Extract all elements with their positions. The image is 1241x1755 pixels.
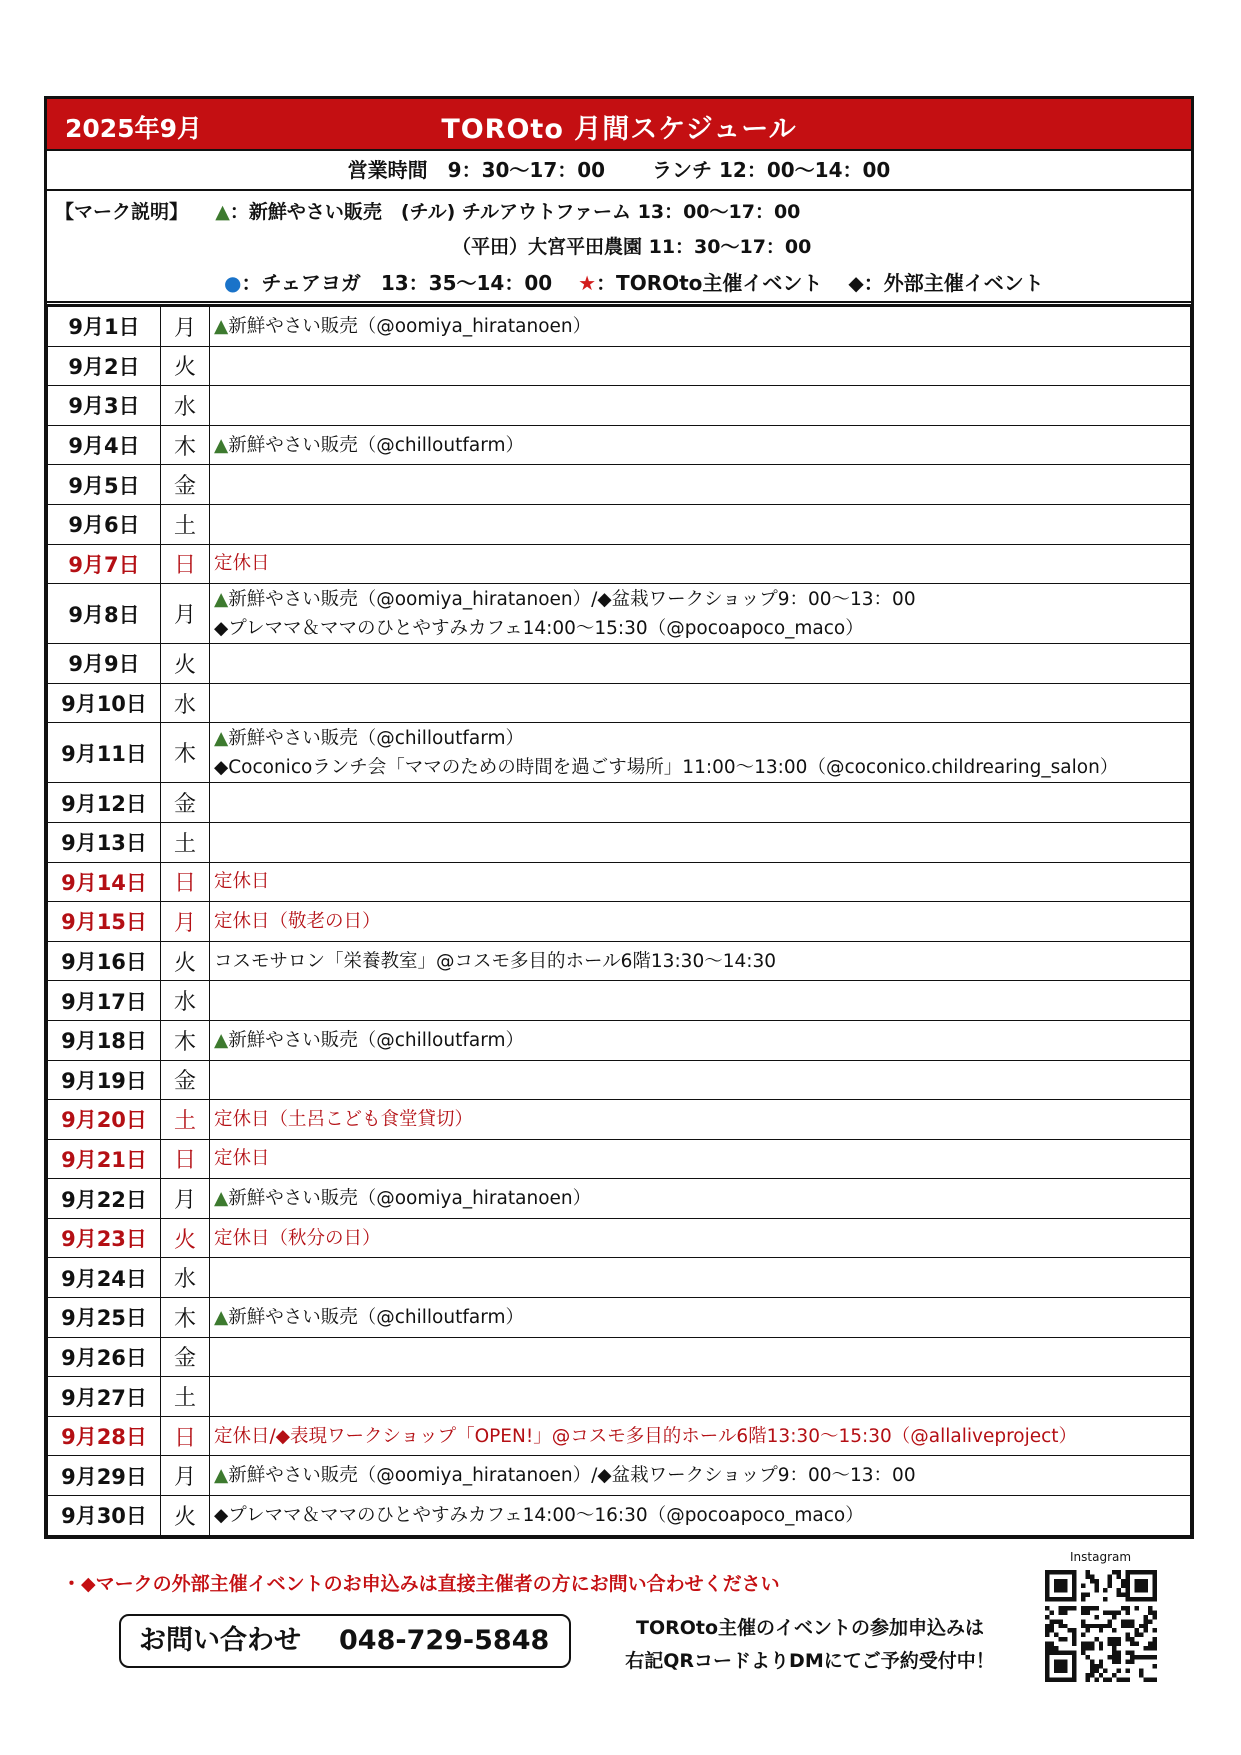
row-weekday: 水 <box>161 683 210 723</box>
schedule-sheet <box>44 96 1194 1539</box>
row-events <box>210 941 1191 981</box>
event-line: ▲新鮮やさい販売（@chilloutfarm） <box>214 434 525 456</box>
row-events <box>210 783 1191 823</box>
schedule-row <box>48 1456 1191 1496</box>
row-date: 9月25日 <box>48 1298 161 1338</box>
schedule-row <box>48 307 1191 347</box>
row-events <box>210 1179 1191 1219</box>
row-events <box>210 425 1191 465</box>
triangle-icon: ▲ <box>214 1306 229 1328</box>
event-line: 定休日/◆表現ワークショップ「OPEN!」@コスモ多目的ホール6階13:30～15:30（@allaliveproject） <box>214 1425 1078 1447</box>
row-events <box>210 584 1191 644</box>
legend-toroto-event: ：TOROto主催イベント <box>596 271 823 295</box>
event-line: ▲新鮮やさい販売（@chilloutfarm） <box>214 727 525 749</box>
row-weekday: 金 <box>161 465 210 505</box>
row-weekday: 水 <box>161 1258 210 1298</box>
mark-legend <box>47 191 1191 306</box>
contact-label: お問い合わせ <box>139 1625 301 1656</box>
schedule-row <box>48 1100 1191 1140</box>
row-date: 9月27日 <box>48 1377 161 1417</box>
schedule-row <box>48 981 1191 1021</box>
row-date: 9月13日 <box>48 822 161 862</box>
row-date: 9月8日 <box>48 584 161 644</box>
schedule-row <box>48 504 1191 544</box>
row-weekday: 月 <box>161 584 210 644</box>
row-events <box>210 902 1191 942</box>
row-events <box>210 1020 1191 1060</box>
row-weekday: 月 <box>161 902 210 942</box>
schedule-row <box>48 644 1191 684</box>
row-events <box>210 1298 1191 1338</box>
row-date: 9月29日 <box>48 1456 161 1496</box>
row-date: 9月30日 <box>48 1496 161 1536</box>
row-events <box>210 1337 1191 1377</box>
row-date: 9月17日 <box>48 981 161 1021</box>
legend-veg-sale: ：新鮮やさい販売 (チル) チルアウトファーム 13：00～17：00 <box>229 201 801 223</box>
row-weekday: 火 <box>161 644 210 684</box>
page-title: TOROto 月間スケジュール <box>441 114 797 145</box>
triangle-icon: ▲ <box>214 1029 229 1051</box>
row-weekday: 土 <box>161 1100 210 1140</box>
row-date: 9月12日 <box>48 783 161 823</box>
row-weekday: 火 <box>161 346 210 386</box>
row-events <box>210 465 1191 505</box>
row-events <box>210 644 1191 684</box>
row-date: 9月20日 <box>48 1100 161 1140</box>
schedule-row <box>48 822 1191 862</box>
contact-box <box>119 1614 571 1668</box>
row-date: 9月26日 <box>48 1337 161 1377</box>
contact-phone-number[interactable]: 048-729-5848 <box>339 1625 550 1656</box>
row-weekday: 火 <box>161 1496 210 1536</box>
row-date: 9月5日 <box>48 465 161 505</box>
schedule-row <box>48 723 1191 783</box>
diamond-icon: ◆ <box>848 271 864 295</box>
row-weekday: 日 <box>161 1139 210 1179</box>
triangle-icon: ▲ <box>214 727 229 749</box>
row-date: 9月7日 <box>48 544 161 584</box>
event-line: 定休日（敬老の日） <box>214 910 381 932</box>
row-date: 9月28日 <box>48 1416 161 1456</box>
row-weekday: 火 <box>161 941 210 981</box>
row-events <box>210 346 1191 386</box>
schedule-row <box>48 1139 1191 1179</box>
row-events <box>210 1139 1191 1179</box>
row-date: 9月9日 <box>48 644 161 684</box>
event-line: 定休日 <box>214 1148 270 1170</box>
row-date: 9月18日 <box>48 1020 161 1060</box>
row-date: 9月14日 <box>48 862 161 902</box>
row-date: 9月16日 <box>48 941 161 981</box>
legend-yoga: ：チェアヨガ 13：35～14：00 <box>241 271 553 295</box>
instagram-label: Instagram <box>1070 1550 1132 1564</box>
row-events <box>210 1100 1191 1140</box>
row-weekday: 日 <box>161 862 210 902</box>
event-line: ▲新鮮やさい販売（@oomiya_hiratanoen）/◆盆栽ワークショップ9：00～13：00 <box>214 1465 916 1487</box>
row-date: 9月11日 <box>48 723 161 783</box>
row-date: 9月15日 <box>48 902 161 942</box>
schedule-table <box>47 306 1191 1536</box>
schedule-row <box>48 584 1191 644</box>
lunch-hours-text: ランチ 12：00～14：00 <box>652 158 891 182</box>
schedule-row <box>48 1020 1191 1060</box>
triangle-icon: ▲ <box>215 201 230 223</box>
event-line: ▲新鮮やさい販売（@oomiya_hiratanoen）/◆盆栽ワークショップ9：00～13：00 <box>214 588 916 610</box>
schedule-row <box>48 1337 1191 1377</box>
row-date: 9月22日 <box>48 1179 161 1219</box>
business-hours-text: 営業時間 9：30～17：00 <box>347 158 606 182</box>
row-weekday: 月 <box>161 1179 210 1219</box>
event-line: ◆Coconicoランチ会「ママのための時間を過ごす場所」11:00～13:00（@coconico.childrearing_salon） <box>214 756 1119 778</box>
event-line: ◆プレママ＆ママのひとやすみカフェ14:00～15:30（@pocoapoco_maco） <box>214 617 864 639</box>
row-weekday: 金 <box>161 783 210 823</box>
row-events <box>210 981 1191 1021</box>
row-weekday: 日 <box>161 1416 210 1456</box>
row-weekday: 土 <box>161 504 210 544</box>
row-events <box>210 386 1191 426</box>
row-events <box>210 1496 1191 1536</box>
row-date: 9月1日 <box>48 307 161 347</box>
row-date: 9月2日 <box>48 346 161 386</box>
row-weekday: 木 <box>161 425 210 465</box>
schedule-row <box>48 1496 1191 1536</box>
row-events <box>210 504 1191 544</box>
row-date: 9月3日 <box>48 386 161 426</box>
triangle-icon: ▲ <box>214 434 229 456</box>
legend-external-event: ：外部主催イベント <box>863 271 1044 295</box>
schedule-row <box>48 683 1191 723</box>
schedule-row <box>48 862 1191 902</box>
apply-line-1: TOROto主催のイベントの参加申込みは <box>635 1617 985 1639</box>
row-weekday: 土 <box>161 822 210 862</box>
row-weekday: 水 <box>161 386 210 426</box>
event-line: ▲新鮮やさい販売（@oomiya_hiratanoen） <box>214 1188 592 1210</box>
row-events <box>210 683 1191 723</box>
row-weekday: 月 <box>161 1456 210 1496</box>
row-events <box>210 1258 1191 1298</box>
schedule-row <box>48 1179 1191 1219</box>
row-date: 9月19日 <box>48 1060 161 1100</box>
row-events <box>210 1218 1191 1258</box>
row-events <box>210 1416 1191 1456</box>
row-weekday: 水 <box>161 981 210 1021</box>
instagram-qr-code-icon[interactable] <box>1045 1570 1157 1682</box>
schedule-row <box>48 1298 1191 1338</box>
row-weekday: 金 <box>161 1337 210 1377</box>
event-line: 定休日（土呂こども食堂貸切） <box>214 1108 474 1130</box>
row-events <box>210 1060 1191 1100</box>
schedule-row <box>48 941 1191 981</box>
row-weekday: 月 <box>161 307 210 347</box>
row-events <box>210 822 1191 862</box>
row-weekday: 火 <box>161 1218 210 1258</box>
schedule-row <box>48 1218 1191 1258</box>
schedule-row <box>48 425 1191 465</box>
apply-line-2: 右記QRコードよりDMにてご予約受付中！ <box>625 1650 995 1672</box>
row-date: 9月6日 <box>48 504 161 544</box>
row-date: 9月10日 <box>48 683 161 723</box>
row-weekday: 木 <box>161 1020 210 1060</box>
row-weekday: 日 <box>161 544 210 584</box>
star-icon: ★ <box>578 271 597 295</box>
event-line: コスモサロン「栄養教室」@コスモ多目的ホール6階13:30～14:30 <box>214 950 777 972</box>
schedule-row <box>48 544 1191 584</box>
schedule-row <box>48 1377 1191 1417</box>
schedule-row <box>48 386 1191 426</box>
event-line: 定休日（秋分の日） <box>214 1227 381 1249</box>
row-date: 9月4日 <box>48 425 161 465</box>
schedule-row <box>48 465 1191 505</box>
row-events <box>210 1456 1191 1496</box>
dot-icon: ● <box>224 271 242 295</box>
row-weekday: 木 <box>161 1298 210 1338</box>
event-line: ▲新鮮やさい販売（@oomiya_hiratanoen） <box>214 315 592 337</box>
month-label: 2025年9月 <box>65 114 202 143</box>
row-date: 9月23日 <box>48 1218 161 1258</box>
triangle-icon: ▲ <box>214 1188 229 1210</box>
row-date: 9月24日 <box>48 1258 161 1298</box>
schedule-row <box>48 1258 1191 1298</box>
schedule-row <box>48 1416 1191 1456</box>
row-events <box>210 723 1191 783</box>
row-events <box>210 862 1191 902</box>
schedule-row <box>48 902 1191 942</box>
row-weekday: 土 <box>161 1377 210 1417</box>
schedule-row <box>48 346 1191 386</box>
row-date: 9月21日 <box>48 1139 161 1179</box>
schedule-row <box>48 783 1191 823</box>
event-line: 定休日 <box>214 871 270 893</box>
row-events <box>210 1377 1191 1417</box>
event-line: ▲新鮮やさい販売（@chilloutfarm） <box>214 1029 525 1051</box>
schedule-row <box>48 1060 1191 1100</box>
triangle-icon: ▲ <box>214 315 229 337</box>
title-bar <box>47 99 1191 151</box>
row-events <box>210 544 1191 584</box>
external-event-note: ・◆マークの外部主催イベントのお申込みは直接主催者の方にお問い合わせください <box>62 1573 780 1595</box>
triangle-icon: ▲ <box>214 1465 229 1487</box>
legend-heading: 【マーク説明】 <box>55 201 189 223</box>
event-line: 定休日 <box>214 553 270 575</box>
apply-instructions <box>610 1612 1010 1678</box>
event-line: ◆プレママ＆ママのひとやすみカフェ14:00～16:30（@pocoapoco_maco） <box>214 1504 864 1526</box>
event-line: ▲新鮮やさい販売（@chilloutfarm） <box>214 1306 525 1328</box>
legend-veg-sale-hirata: （平田）大宮平田農園 11：30～17：00 <box>452 236 812 258</box>
business-hours <box>47 151 1191 191</box>
row-weekday: 木 <box>161 723 210 783</box>
triangle-icon: ▲ <box>214 588 229 610</box>
row-weekday: 金 <box>161 1060 210 1100</box>
row-events <box>210 307 1191 347</box>
